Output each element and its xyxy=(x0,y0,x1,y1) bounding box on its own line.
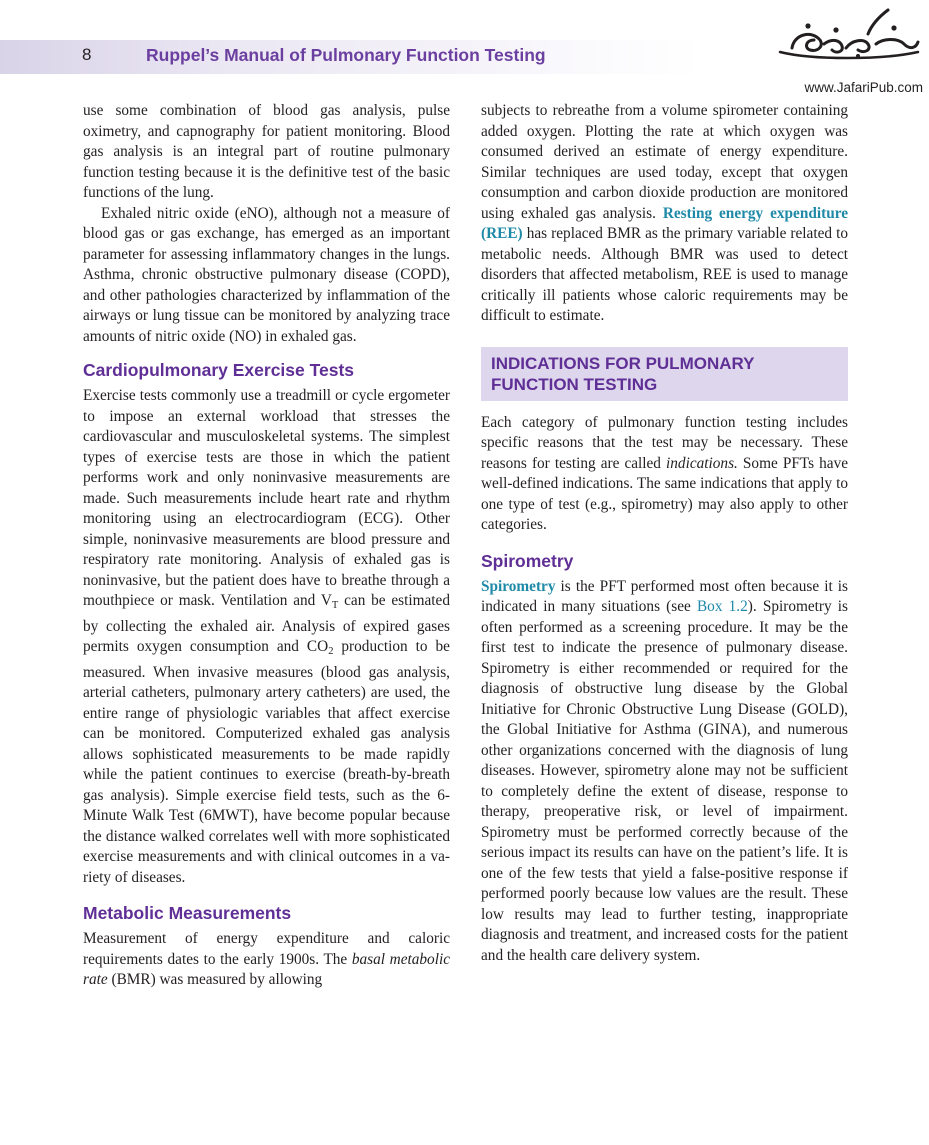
page-number: 8 xyxy=(82,45,92,64)
paragraph xyxy=(83,386,450,888)
left-column xyxy=(83,101,450,991)
text: Measurement of energy expenditure and caloric requirements dates to the early 1900s. The xyxy=(83,930,450,968)
paragraph xyxy=(481,577,848,967)
paragraph: use some combination of blood gas analysis, pulse oximetry, and capnography for patient monitoring. Blood gas analysis is an integral part of routine pulmonary function testing because it is the definitive test of the basic functions of the lung. xyxy=(83,102,450,201)
section-banner-line: FUNCTION TESTING xyxy=(491,374,658,394)
key-term-spirometry: Spirometry xyxy=(481,577,556,595)
section-banner-line: INDICATIONS FOR PULMONARY xyxy=(491,353,755,373)
section-heading-spirometry: Spirometry xyxy=(481,550,574,571)
text: ). Spirometry is often performed as a screening procedure. It may be the first test to indicate the presence of pulmonary disease. Spirometry is either recommended or required for the diagnosis of obstructive lung disease by the Global Initiative for Chronic Obstructive Lung Disease (GOLD), the Global Initiative for Asthma (GINA), and numerous other organizations concerned with the diagnosis of lung diseases. However, spirometry alone may not be sufficient to completely define the extent of disease, response to therapy, preoperative risk, or level of impairment. Spirometry must be performed correctly because of the serious impact its results can have on the patient’s life. It is one of the few tests that yield a false-positive response if performed poorly because low values are the result. These low results may lead to further testing, inappropriate diagnosis and treatment, and increased costs for the patient and the health care delivery system. xyxy=(481,598,848,964)
paragraph xyxy=(481,101,848,327)
paragraph: Exhaled nitric oxide (eNO), although not a measure of blood gas or gas exchange, has emerged as an important parameter for assessing inflammatory changes in the lungs. Asthma, chronic obstructive pulmonary disease (COPD), and other pathologies characterized by inflammation of the airways or lung tissue can be monitored by analyzing trace amounts of nitric oxide (NO) in exhaled gas. xyxy=(83,204,450,345)
publisher-logo xyxy=(772,4,922,62)
text: production to be measured. When invasive measures (blood gas analysis, arterial catheters, pulmonary artery catheters) are used, the entire range of physiologic variables that affect exercise can be monitored. Computerized exhaled gas analysis allows sophisticated measurements to be made rapidly while the patient continues to exercise (breath-by-breath gas analysis). Simple exercise field tests, such as the 6-Minute Walk Test (6MWT), have become popular because the distance walked correlates well with more sophisticated exercise measurements and with clinical outcomes in a variety of diseases. xyxy=(83,638,450,886)
text: Some PFTs have well-defined indications. The same indications that apply to one type of test (e.g., spirometry) may also apply to other categories. xyxy=(481,454,849,533)
italic-term: basal metabolic rate xyxy=(83,950,450,988)
right-column xyxy=(481,101,848,966)
section-heading-exercise: Cardiopulmonary Exercise Tests xyxy=(83,360,355,380)
section-heading-metabolic: Metabolic Measurements xyxy=(83,903,292,923)
italic-term: indications. xyxy=(666,454,738,472)
paragraph xyxy=(83,929,450,991)
text: Each category of pulmonary function testing includes specific reasons that the test may be necessary. These reasons for testing are called xyxy=(481,413,848,472)
key-term-ree: Resting energy expenditure (REE) xyxy=(481,204,848,242)
text: is the PFT performed most often because it is indicated in many situations (see xyxy=(481,577,848,615)
subscript: 2 xyxy=(328,646,334,657)
text: (BMR) was measured by allowing xyxy=(107,971,323,988)
text: Exercise tests commonly use a treadmill or cycle ergometer to impose an external workload that stresses the cardiovascular and musculoskeletal systems. The simplest types of exercise tests are those in which the patient performs work and only noninvasive measurements are made. Such measurements include heart rate and rhythm monitoring using an electrocardiogram (ECG). Other simple, noninvasive measurements are blood pressure and respiratory rate monitoring. Analysis of exhaled gas is noninvasive, but the patient does have to breathe through a mouthpiece or mask. Ventilation and V xyxy=(83,387,450,609)
paragraph xyxy=(481,413,848,536)
running-title: Ruppel’s Manual of Pulmonary Function Testing xyxy=(146,45,546,65)
text: can be estimated by collecting the exhaled air. Analysis of expired gases permits oxygen consumption and CO xyxy=(83,592,450,655)
subscript: T xyxy=(331,600,339,611)
text: subjects to rebreathe from a volume spirometer containing added oxygen. Plotting the rate at which oxygen was consumed derived an estimate of energy expenditure. Similar techniques are used today, except that oxygen consumption and carbon dioxide production are monitored using exhaled gas analysis. xyxy=(481,102,848,222)
text: has replaced BMR as the primary variable related to metabolic needs. Although BMR was used to detect disorders that affected metabolism, REE is used to manage critically ill patients whose caloric requirements may be difficult to estimate. xyxy=(481,225,848,324)
box-reference-link[interactable]: Box 1.2 xyxy=(696,598,748,615)
publisher-url: www.JafariPub.com xyxy=(804,80,923,95)
section-banner xyxy=(481,347,848,401)
